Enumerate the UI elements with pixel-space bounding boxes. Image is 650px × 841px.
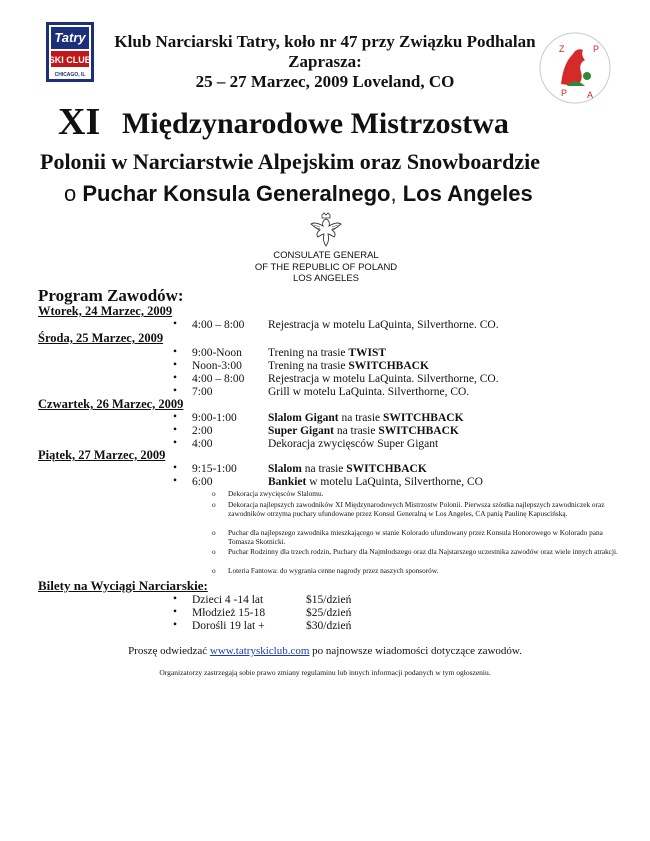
- trail-name: SWITCHBACK: [348, 360, 429, 372]
- desc-text: na trasie: [301, 463, 347, 475]
- note-item: Puchar dla najlepszego zawodnika mieszkającego w stanie Kolorado ufundowany przez Konsula Honorowego w Kolorado pana Tomasza Skotnicki.: [228, 528, 603, 547]
- note-bullet: o: [212, 489, 216, 498]
- tickets-heading: Bilety na Wyciągi Narciarskie:: [38, 578, 208, 593]
- logo-right-p2: P: [561, 88, 568, 98]
- event-name: Bankiet: [268, 476, 307, 488]
- note-item: Dekoracja najlepszych zawodników XI Międzynarodowych Mistrzostw Polonii. Pierwsza szóstka najlepszych zawodniczek oraz zawodników otrzyma puchary ufundowane przez Konsul Generalną w Los Angeles, CA panią Paulinę Kapuscińską.: [228, 500, 605, 519]
- consulate-block: [200, 250, 452, 285]
- note-item: Puchar Rodzinny dla trzech rodzin, Puchary dla Najmłodszego oraz dla Najstarszego uczestnika zawodów oraz wiele innych atrakcji.: [228, 547, 618, 556]
- schedule-time: 2:00: [192, 425, 213, 437]
- visit-post: po najnowsze wiadomości dotyczące zawodów.: [309, 645, 522, 657]
- event-name: Slalom: [268, 463, 302, 475]
- logo-right-p1: P: [593, 44, 600, 54]
- schedule-desc: [268, 463, 427, 477]
- event-name: Slalom Gigant: [268, 412, 339, 424]
- bullet: •: [173, 318, 178, 330]
- logo-left-bot: CHICAGO, IL: [54, 72, 86, 78]
- title-line2: Polonii w Narciarstwie Alpejskim oraz Snowboardzie: [40, 149, 541, 174]
- ticket-price: $25/dzień: [306, 607, 352, 619]
- bullet: •: [173, 346, 178, 358]
- bullet: •: [173, 475, 178, 487]
- ticket-group: Dorośli 19 lat +: [192, 620, 265, 632]
- schedule-time: Noon-3:00: [192, 360, 242, 372]
- invites-text: Zaprasza:: [288, 52, 362, 71]
- bullet: •: [173, 411, 178, 423]
- note-item: Loteria Fantowa: do wygrania cenne nagrody przez naszych sponsorów.: [228, 566, 439, 575]
- polish-eagle-icon: [310, 212, 342, 253]
- schedule-desc: Grill w motelu LaQuinta. Silverthorne, CO.: [268, 386, 470, 398]
- title-cup: Puchar Konsula Generalnego: [82, 181, 391, 206]
- event-dates: 25 – 27 Marzec, 2009 Loveland, CO: [195, 72, 455, 91]
- schedule-desc: [268, 347, 386, 361]
- schedule-time: 4:00 – 8:00: [192, 319, 245, 331]
- disclaimer: Organizatorzy zastrzegają sobie prawo zmiany regulaminu lub innych informacji podanych w tym ogłoszeniu.: [159, 668, 491, 677]
- desc-text: na trasie: [338, 412, 383, 424]
- title-line3: [64, 180, 533, 208]
- note-item: Dekoracja zwycięsców Slalomu.: [228, 489, 324, 498]
- schedule-time: 7:00: [192, 386, 213, 398]
- schedule-desc: [268, 360, 429, 374]
- bullet: •: [173, 359, 178, 371]
- note-bullet: o: [212, 547, 216, 556]
- logo-right-a: A: [587, 90, 594, 100]
- schedule-desc: [268, 425, 459, 439]
- consulate-line2: OF THE REPUBLIC OF POLAND: [254, 261, 398, 273]
- ticket-price: $15/dzień: [306, 594, 352, 606]
- schedule-time: 9:00-Noon: [192, 347, 242, 359]
- schedule-time: 9:00-1:00: [192, 412, 237, 424]
- ticket-price: $30/dzień: [306, 620, 352, 632]
- day-tuesday: Wtorek, 24 Marzec, 2009: [38, 304, 173, 318]
- schedule-desc: [268, 476, 483, 490]
- schedule-time: 9:15-1:00: [192, 463, 237, 475]
- bullet: •: [173, 593, 178, 605]
- visit-line: [40, 645, 610, 657]
- bullet: •: [173, 372, 178, 384]
- trail-name: TWIST: [348, 347, 387, 359]
- title-roman: XI: [58, 101, 101, 143]
- title-comma: ,: [390, 181, 397, 206]
- schedule-desc: Rejestracja w motelu LaQuinta. Silverthorne, CO.: [268, 373, 499, 385]
- bullet: •: [173, 619, 178, 631]
- title-o: o: [64, 181, 77, 206]
- trail-name: SWITCHBACK: [383, 412, 464, 424]
- desc-text: na trasie: [333, 425, 379, 437]
- desc-text: Trening na trasie: [268, 360, 349, 372]
- day-wednesday: Środa, 25 Marzec, 2009: [38, 331, 164, 345]
- visit-pre: Proszę odwiedzać: [128, 645, 210, 657]
- ticket-group: Młodzież 15-18: [192, 607, 266, 619]
- note-bullet: o: [212, 528, 216, 537]
- consulate-line3: LOS ANGELES: [292, 273, 359, 284]
- bullet: •: [173, 437, 178, 449]
- bullet: •: [173, 462, 178, 474]
- trail-name: SWITCHBACK: [378, 425, 459, 437]
- title-line1: Międzynarodowe Mistrzostwa: [122, 107, 509, 140]
- day-friday: Piątek, 27 Marzec, 2009: [38, 448, 166, 462]
- day-thursday: Czwartek, 26 Marzec, 2009: [38, 397, 184, 411]
- schedule-time: 6:00: [192, 476, 213, 488]
- program-heading: Program Zawodów:: [38, 286, 184, 305]
- consulate-line1: CONSULATE GENERAL: [273, 250, 379, 261]
- desc-text: w motelu LaQuinta, Silverthorne, CO: [306, 476, 483, 488]
- bullet: •: [173, 606, 178, 618]
- bullet: •: [173, 385, 178, 397]
- website-link[interactable]: www.tatryskiclub.com: [209, 645, 310, 657]
- bullet: •: [173, 424, 178, 436]
- ticket-group: Dzieci 4 -14 lat: [192, 594, 264, 606]
- event-name: Super Gigant: [268, 425, 334, 437]
- logo-left-mid: SKI CLUB: [48, 55, 92, 65]
- logo-right-z: Z: [559, 44, 565, 54]
- schedule-desc: Dekoracja zwycięsców Super Gigant: [268, 438, 439, 450]
- note-bullet: o: [212, 566, 216, 575]
- title-city: Los Angeles: [402, 181, 533, 206]
- schedule-desc: [268, 412, 464, 426]
- tatry-ski-club-logo: [46, 22, 94, 82]
- schedule-desc: Rejestracja w motelu LaQuinta, Silverthorne. CO.: [268, 319, 499, 331]
- schedule-time: 4:00: [192, 438, 213, 450]
- logo-left-top: Tatry: [54, 30, 86, 45]
- note-bullet: o: [212, 500, 216, 509]
- desc-text: Trening na trasie: [268, 347, 349, 359]
- club-name: Klub Narciarski Tatry, koło nr 47 przy Związku Podhalan: [114, 32, 536, 51]
- schedule-time: 4:00 – 8:00: [192, 373, 245, 385]
- trail-name: SWITCHBACK: [346, 463, 427, 475]
